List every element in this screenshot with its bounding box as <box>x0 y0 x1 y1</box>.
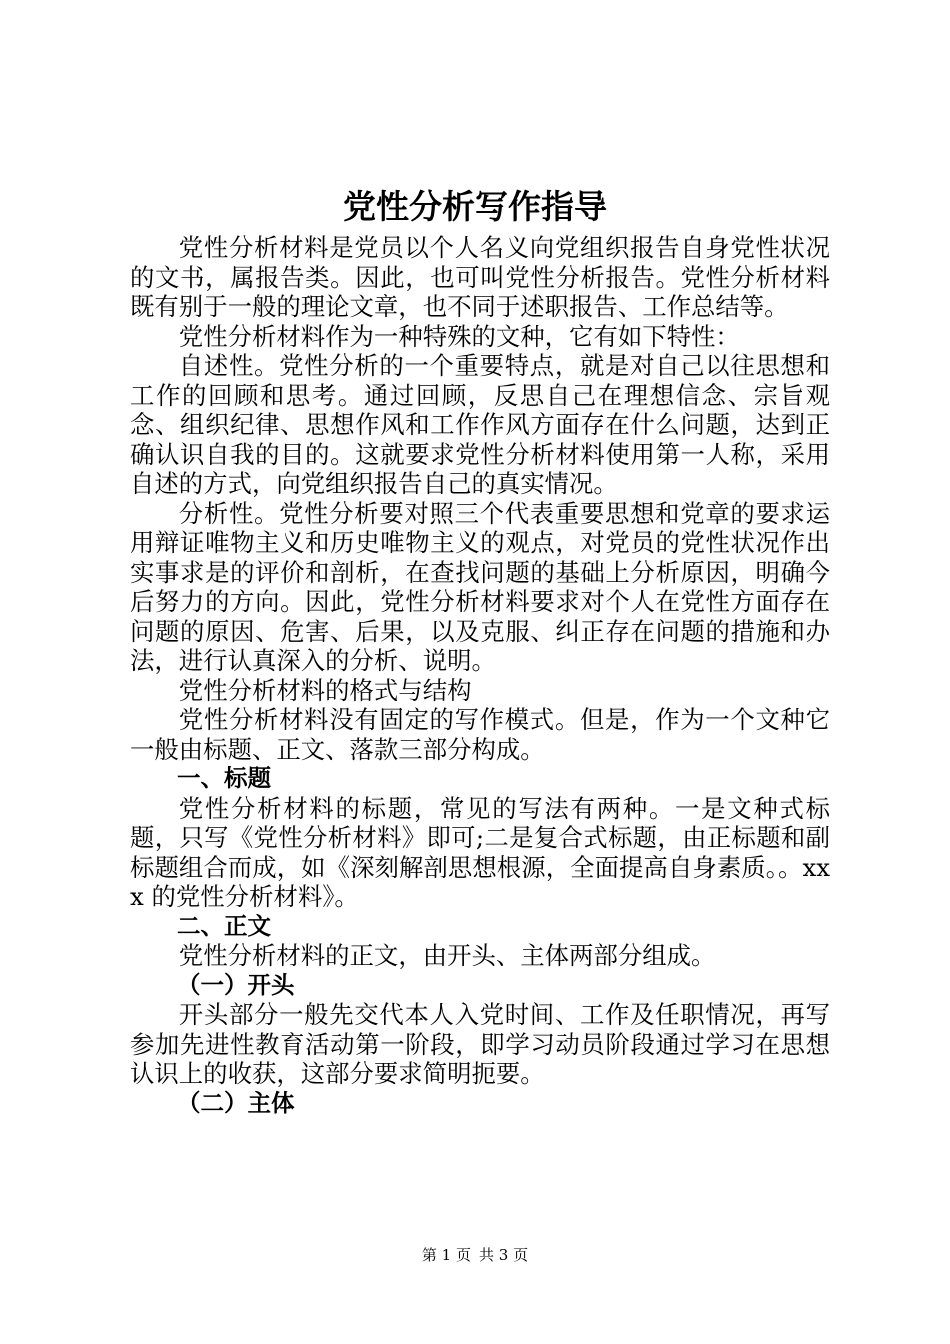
page-total: 共 3 页 <box>479 1246 529 1264</box>
subsection-heading: （二）主体 <box>177 1088 295 1117</box>
paragraph: 党性分析材料的正文，由开头、主体两部分组成。 <box>178 941 716 970</box>
section-heading: 二、正文 <box>177 911 271 940</box>
paragraph: 自述性。党性分析的一个重要特点，就是对自己以往思想和工作的回顾和思考。通过回顾，反思自己在理想信念、宗旨观念、组织纪律、思想作风和工作作风方面存在什么问题，达到正确认识自我的目的。这就要求党性分析材料使用第一人称，采用自述的方式，向党组织报告自己的真实情况。 <box>130 351 830 498</box>
paragraph: 党性分析材料的格式与结构 <box>178 675 472 705</box>
paragraph: 党性分析材料没有固定的写作模式。但是，作为一个文种它一般由标题、正文、落款三部分构成。 <box>130 705 830 764</box>
subsection-heading: （一）开头 <box>177 970 295 999</box>
section-heading: 一、标题 <box>177 764 271 792</box>
page-number: 第 1 页 <box>421 1246 471 1264</box>
paragraph: 党性分析材料的标题，常见的写法有两种。一是文种式标题，只写《党性分析材料》即可;二是复合式标题，由正标题和副标题组合而成，如《深刻解剖思想根源，全面提高自身素质。。xxx 的党性分析材料》。 <box>130 793 830 911</box>
paragraph: 党性分析材料是党员以个人名义向党组织报告自身党性状况的文书，属报告类。因此，也可叫党性分析报告。党性分析材料既有别于一般的理论文章，也不同于述职报告、工作总结等。 <box>130 233 830 321</box>
paragraph: 开头部分一般先交代本人入党时间、工作及任职情况，再写参加先进性教育活动第一阶段，即学习动员阶段通过学习在思想认识上的收获，这部分要求简明扼要。 <box>130 1000 830 1088</box>
document-title: 党性分析写作指导 <box>343 187 607 226</box>
paragraph: 分析性。党性分析要对照三个代表重要思想和党章的要求运用辩证唯物主义和历史唯物主义的观点，对党员的党性状况作出实事求是的评价和剖析，在查找问题的基础上分析原因，明确今后努力的方向。因此，党性分析材料要求对个人在党性方面存在问题的原因、危害、后果，以及克服、纠正存在问题的措施和办法，进行认真深入的分析、说明。 <box>130 498 830 675</box>
paragraph: 党性分析材料作为一种特殊的文种，它有如下特性： <box>178 321 740 351</box>
document-body <box>130 233 830 1118</box>
page-footer <box>0 1245 950 1265</box>
